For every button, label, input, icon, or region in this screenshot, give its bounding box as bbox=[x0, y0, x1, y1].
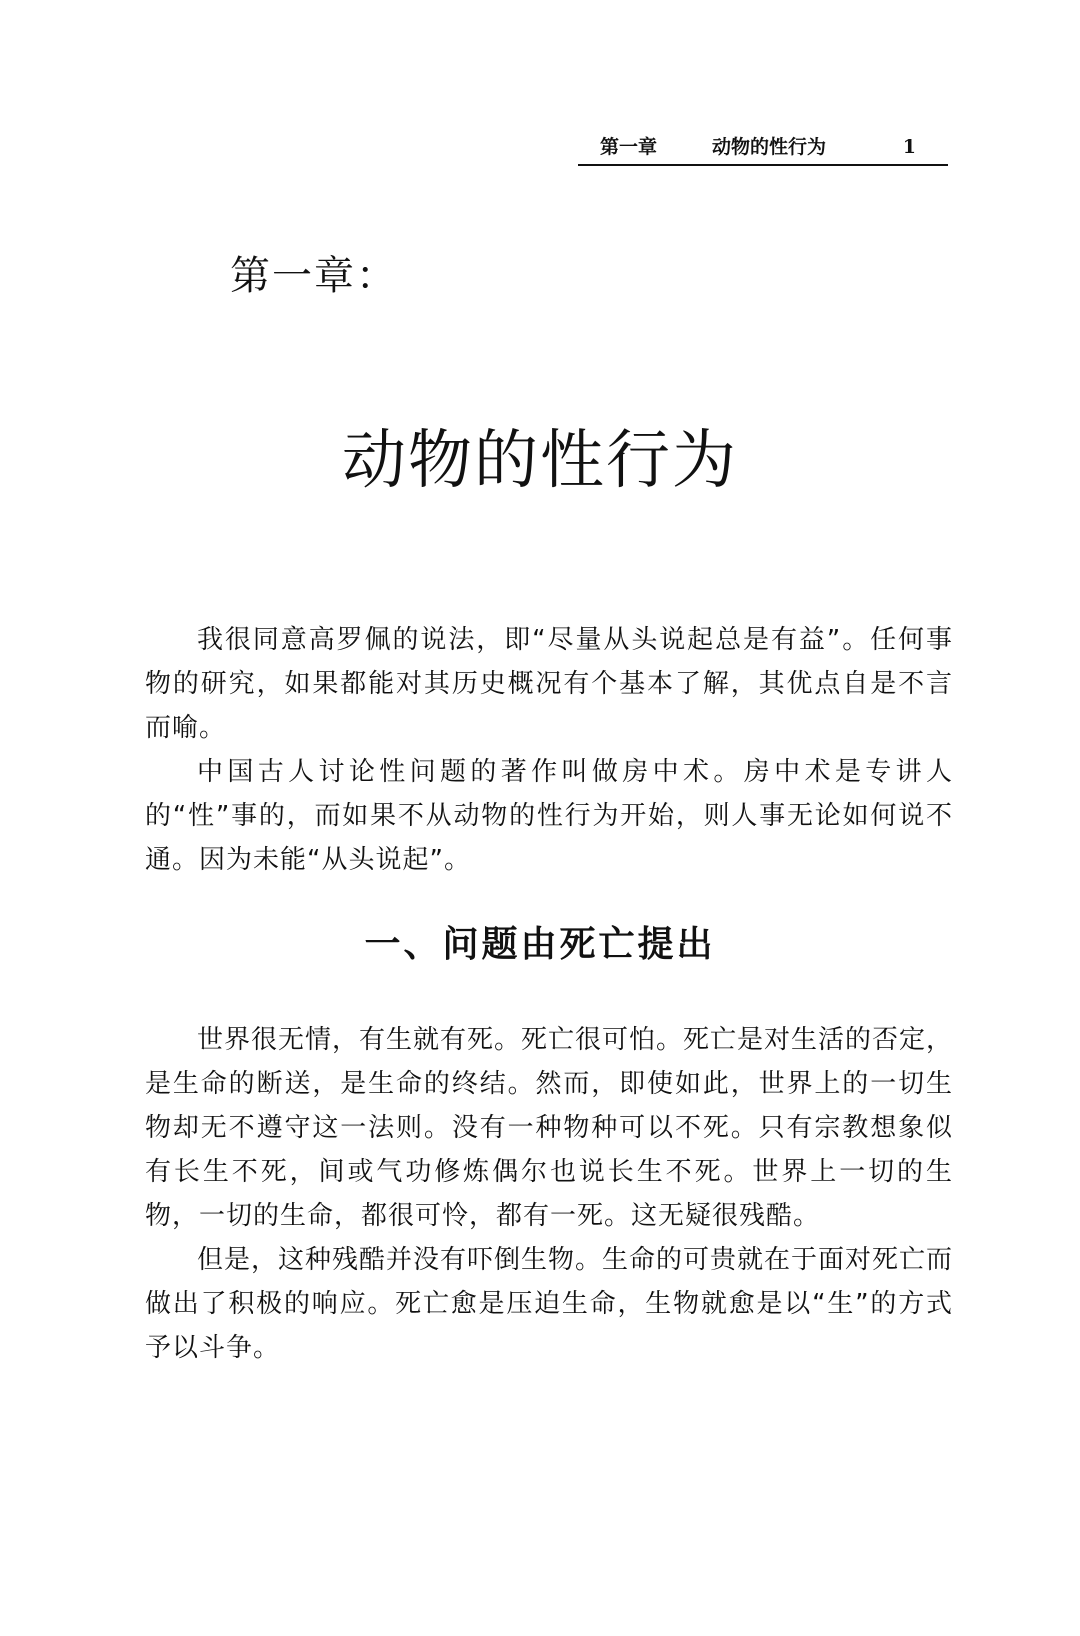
intro-paragraph: 我很同意高罗佩的说法，即“尽量从头说起总是有益”。任何事物的研究，如果都能对其历史概况有个基本了解，其优点自是不言而喻。 bbox=[145, 625, 953, 743]
intro-paragraph: 中国古人讨论性问题的著作叫做房中术。房中术是专讲人的“性”事的，而如果不从动物的性行为开始，则人事无论如何说不通。因为未能“从头说起”。 bbox=[145, 757, 953, 875]
intro-text bbox=[145, 618, 953, 882]
running-header-chapter: 第一章 bbox=[600, 136, 658, 158]
chapter-label: 第一章： bbox=[230, 253, 398, 299]
section-heading: 一、问题由死亡提出 bbox=[364, 924, 716, 965]
chapter-title: 动物的性行为 bbox=[342, 424, 738, 498]
section-text bbox=[145, 1018, 953, 1370]
running-header bbox=[578, 134, 948, 166]
section-paragraph: 但是，这种残酷并没有吓倒生物。生命的可贵就在于面对死亡而做出了积极的响应。死亡愈是压迫生命，生物就愈是以“生”的方式予以斗争。 bbox=[145, 1245, 954, 1363]
section-paragraph: 世界很无情，有生就有死。死亡很可怕。死亡是对生活的否定，是生命的断送，是生命的终结。然而，即使如此，世界上的一切生物却无不遵守这一法则。没有一种物种可以不死。只有宗教想象似有长生不死，间或气功修炼偶尔也说长生不死。世界上一切的生物，一切的生命，都很可怜，都有一死。这无疑很残酷。 bbox=[145, 1025, 954, 1231]
page-number: 1 bbox=[902, 136, 916, 158]
running-header-title: 动物的性行为 bbox=[712, 136, 827, 158]
